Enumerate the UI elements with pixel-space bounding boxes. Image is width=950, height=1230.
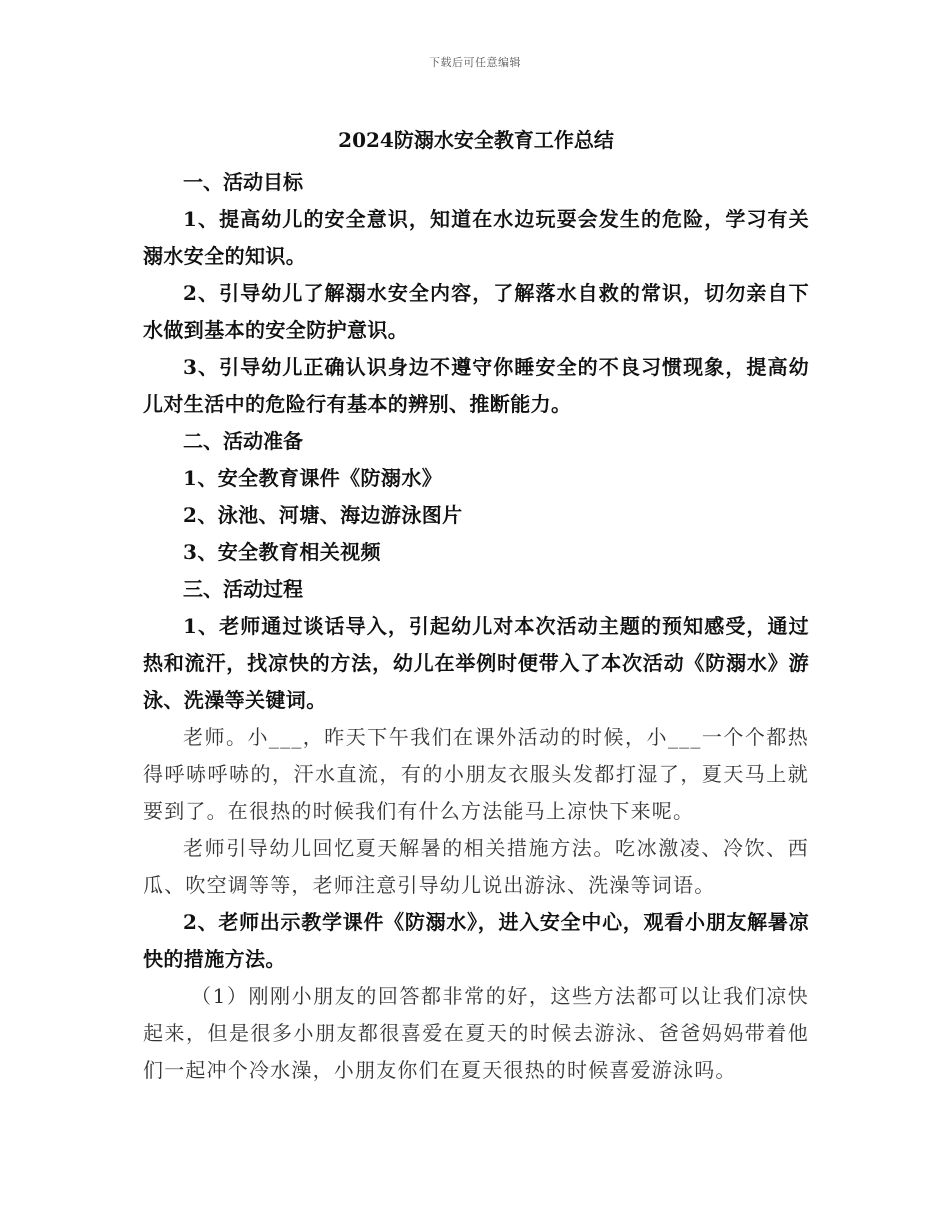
process-step-1: 1、老师通过谈话导入，引起幼儿对本次活动主题的预知感受，通过热和流汗，找凉快的方法，幼儿在举例时便带入了本次活动《防溺水》游泳、洗澡等关键词。 xyxy=(143,614,809,712)
document-body xyxy=(143,120,809,1089)
section-heading-process: 三、活动过程 xyxy=(183,577,303,601)
goal-item-2: 2、引导幼儿了解溺水安全内容，了解落水自救的常识，切勿亲自下水做到基本的安全防护意识。 xyxy=(143,281,809,342)
preparation-item-3: 3、安全教育相关视频 xyxy=(183,540,381,564)
section-heading-preparation: 二、活动准备 xyxy=(183,429,303,453)
process-substep-1: （1）刚刚小朋友的回答都非常的好，这些方法都可以让我们凉快起来，但是很多小朋友都很喜爱在夏天的时候去游泳、爸爸妈妈带着他们一起冲个冷水澡，小朋友你们在夏天很热的时候喜爱游泳吗。 xyxy=(143,984,809,1082)
goal-item-1: 1、提高幼儿的安全意识，知道在水边玩耍会发生的危险，学习有关溺水安全的知识。 xyxy=(143,207,809,268)
process-step-2: 2、老师出示教学课件《防溺水》，进入安全中心，观看小朋友解暑凉快的措施方法。 xyxy=(143,910,809,971)
header-note: 下载后可任意编辑 xyxy=(429,56,521,69)
section-heading-goals: 一、活动目标 xyxy=(183,170,303,194)
teacher-guidance: 老师引导幼儿回忆夏天解暑的相关措施方法。吃冰激凌、冷饮、西瓜、吹空调等等，老师注意引导幼儿说出游泳、洗澡等词语。 xyxy=(143,836,809,897)
preparation-item-2: 2、泳池、河塘、海边游泳图片 xyxy=(183,503,463,527)
preparation-item-1: 1、安全教育课件《防溺水》 xyxy=(183,466,443,490)
teacher-dialogue: 老师。小___，昨天下午我们在课外活动的时候，小___一个个都热得呼哧呼哧的，汗水直流，有的小朋友衣服头发都打湿了，夏天马上就要到了。在很热的时候我们有什么方法能马上凉快下来呢。 xyxy=(143,725,809,823)
document-title: 2024防溺水安全教育工作总结 xyxy=(338,128,614,152)
goal-item-3: 3、引导幼儿正确认识身边不遵守你睡安全的不良习惯现象，提高幼儿对生活中的危险行有基本的辨别、推断能力。 xyxy=(143,355,809,416)
